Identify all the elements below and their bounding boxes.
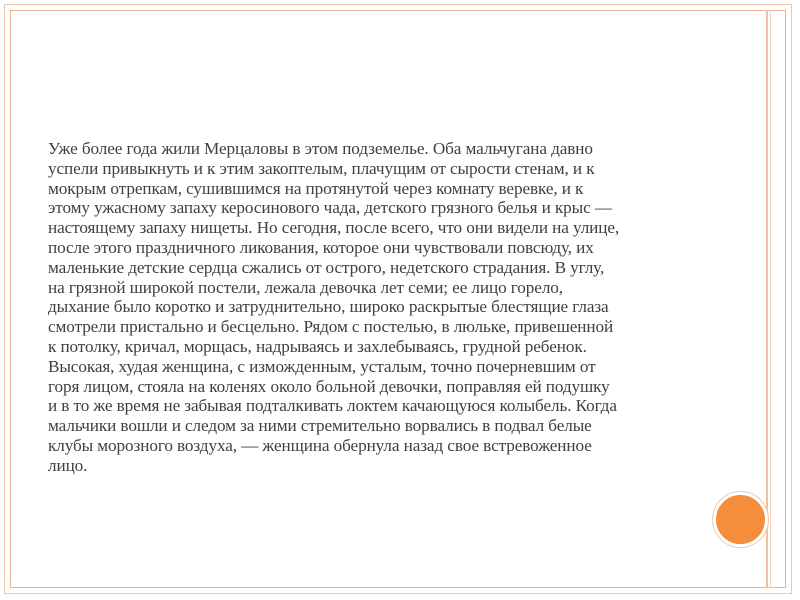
- text-line: клубы морозного воздуха, — женщина обернула назад свое встревоженное: [48, 435, 592, 455]
- text-line: горя лицом, стояла на коленях около больной девочки, поправляя ей подушку: [48, 376, 610, 396]
- text-line: смотрели пристально и бесцельно. Рядом с постелью, в люльке, привешенной: [48, 317, 614, 337]
- text-line: дыхание было коротко и затруднительно, широко раскрытые блестящие глаза: [48, 297, 609, 317]
- orange-circle-decoration: [713, 492, 768, 547]
- text-line: мокрым отрепкам, сушившимся на протянутой через комнату веревке, и к: [48, 178, 584, 198]
- text-line: после этого праздничного ликования, которое они чувствовали повсюду, их: [48, 237, 594, 257]
- text-line: Высокая, худая женщина, с изможденным, усталым, точно почерневшим от: [48, 356, 596, 376]
- text-line: успели привыкнуть и к этим закоптелым, плачущим от сырости стенам, и к: [48, 158, 595, 178]
- text-line: к потолку, кричал, морщась, надрываясь и захлебываясь, грудной ребенок.: [48, 336, 587, 356]
- text-line: на грязной широкой постели, лежала девочка лет семи; ее лицо горело,: [48, 277, 563, 297]
- text-line: маленькие детские сердца сжались от острого, недетского страдания. В углу,: [48, 257, 605, 277]
- text-line: Уже более года жили Мерцаловы в этом подземелье. Оба мальчугана давно: [48, 139, 593, 158]
- right-decorative-line: [770, 10, 771, 588]
- body-text: [48, 139, 696, 476]
- text-line: мальчики вошли и следом за ними стремительно ворвались в подвал белые: [48, 416, 592, 436]
- text-line: этому ужасному запаху керосинового чада, детского грязного белья и крыс —: [48, 198, 612, 218]
- text-line: и в то же время не забывая подталкивать локтем качающуюся колыбель. Когда: [48, 396, 617, 416]
- text-line: лицо.: [48, 455, 88, 475]
- text-line: настоящему запаху нищеты. Но сегодня, после всего, что они видели на улице,: [48, 218, 620, 238]
- right-decorative-bar: [766, 10, 768, 588]
